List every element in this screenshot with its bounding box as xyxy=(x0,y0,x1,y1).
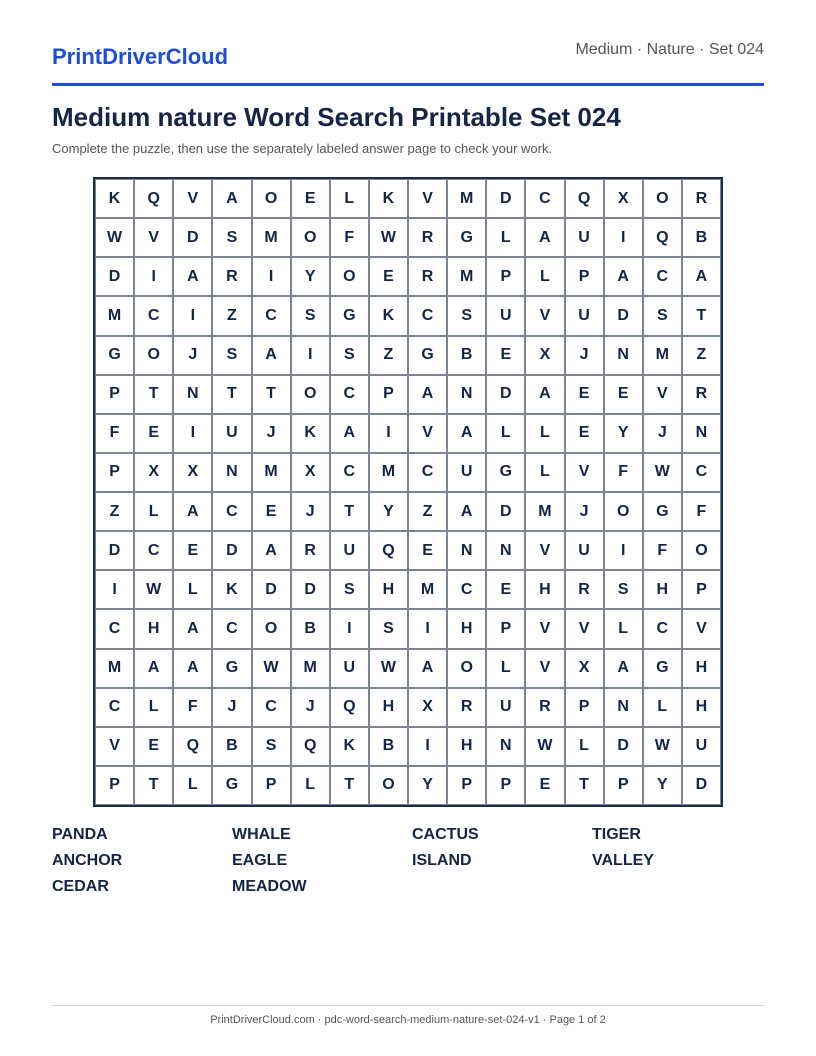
grid-cell: V xyxy=(682,609,721,648)
grid-cell: L xyxy=(330,179,369,218)
grid-cell: M xyxy=(252,218,291,257)
grid-cell: E xyxy=(291,179,330,218)
grid-cell: N xyxy=(682,414,721,453)
grid-cell: D xyxy=(486,492,525,531)
grid-cell: Z xyxy=(682,336,721,375)
grid-cell: F xyxy=(643,531,682,570)
grid-cell: S xyxy=(212,336,251,375)
grid-cell: O xyxy=(252,609,291,648)
grid-cell: J xyxy=(643,414,682,453)
grid-cell: I xyxy=(173,296,212,335)
grid-cell: A xyxy=(173,609,212,648)
grid-cell: V xyxy=(525,296,564,335)
grid-cell: C xyxy=(212,609,251,648)
word-list-item: TIGER xyxy=(592,826,641,843)
grid-cell: E xyxy=(173,531,212,570)
grid-cell: C xyxy=(525,179,564,218)
grid-cell: S xyxy=(604,570,643,609)
word-list-item: VALLEY xyxy=(592,852,654,869)
word-list-item: PANDA xyxy=(52,826,108,843)
grid-cell: G xyxy=(212,766,251,805)
grid-cell: V xyxy=(565,453,604,492)
grid-cell: F xyxy=(330,218,369,257)
grid-cell: D xyxy=(486,179,525,218)
grid-cell: J xyxy=(291,492,330,531)
grid-cell: A xyxy=(447,414,486,453)
grid-cell: L xyxy=(486,218,525,257)
grid-cell: E xyxy=(604,375,643,414)
grid-cell: E xyxy=(565,414,604,453)
grid-cell: G xyxy=(643,492,682,531)
grid-cell: G xyxy=(447,218,486,257)
grid-cell: X xyxy=(525,336,564,375)
grid-cell: I xyxy=(173,414,212,453)
grid-cell: C xyxy=(330,453,369,492)
grid-cell: E xyxy=(525,766,564,805)
grid-cell: P xyxy=(95,453,134,492)
grid-cell: T xyxy=(134,375,173,414)
grid-cell: I xyxy=(604,218,643,257)
grid-cell: R xyxy=(447,688,486,727)
grid-cell: A xyxy=(682,257,721,296)
word-list-item: ANCHOR xyxy=(52,852,123,869)
grid-cell: U xyxy=(682,727,721,766)
grid-cell: J xyxy=(291,688,330,727)
word-list-item: CEDAR xyxy=(52,878,109,895)
grid-cell: L xyxy=(604,609,643,648)
grid-cell: E xyxy=(486,336,525,375)
grid-cell: C xyxy=(95,688,134,727)
grid-cell: U xyxy=(330,531,369,570)
grid-cell: W xyxy=(369,649,408,688)
grid-cell: N xyxy=(447,375,486,414)
grid-cell: O xyxy=(134,336,173,375)
grid-cell: M xyxy=(408,570,447,609)
grid-cell: R xyxy=(408,218,447,257)
grid-cell: C xyxy=(682,453,721,492)
grid-cell: W xyxy=(95,218,134,257)
grid-cell: U xyxy=(447,453,486,492)
grid-cell: S xyxy=(212,218,251,257)
grid-cell: N xyxy=(447,531,486,570)
grid-cell: M xyxy=(447,257,486,296)
page-footer: PrintDriverCloud.com · pdc-word-search-medium-nature-set-024-v1 · Page 1 of 2 xyxy=(210,1014,606,1026)
grid-cell: I xyxy=(408,727,447,766)
grid-cell: W xyxy=(369,218,408,257)
grid-cell: G xyxy=(95,336,134,375)
grid-cell: C xyxy=(95,609,134,648)
grid-cell: N xyxy=(486,531,525,570)
grid-cell: I xyxy=(252,257,291,296)
grid-cell: D xyxy=(291,570,330,609)
grid-cell: A xyxy=(212,179,251,218)
word-search-grid xyxy=(93,177,723,807)
grid-cell: P xyxy=(447,766,486,805)
page-title: Medium nature Word Search Printable Set 024 xyxy=(52,102,621,132)
grid-cell: Q xyxy=(643,218,682,257)
grid-cell: A xyxy=(173,649,212,688)
grid-cell: R xyxy=(212,257,251,296)
grid-cell: L xyxy=(643,688,682,727)
grid-cell: V xyxy=(173,179,212,218)
grid-cell: J xyxy=(212,688,251,727)
grid-cell: O xyxy=(252,179,291,218)
grid-cell: O xyxy=(604,492,643,531)
grid-cell: M xyxy=(252,453,291,492)
grid-cell: T xyxy=(330,766,369,805)
grid-cell: T xyxy=(565,766,604,805)
grid-cell: C xyxy=(447,570,486,609)
grid-cell: P xyxy=(95,766,134,805)
grid-cell: N xyxy=(604,688,643,727)
grid-cell: T xyxy=(682,296,721,335)
grid-cell: I xyxy=(134,257,173,296)
grid-cell: S xyxy=(252,727,291,766)
page-header xyxy=(52,38,764,86)
grid-cell: L xyxy=(486,414,525,453)
grid-cell: C xyxy=(252,296,291,335)
word-list-item: EAGLE xyxy=(232,852,288,869)
grid-cell: B xyxy=(369,727,408,766)
grid-cell: M xyxy=(643,336,682,375)
grid-cell: P xyxy=(252,766,291,805)
grid-cell: O xyxy=(682,531,721,570)
grid-cell: J xyxy=(173,336,212,375)
grid-cell: L xyxy=(486,649,525,688)
word-list-item: CACTUS xyxy=(412,826,479,843)
grid-cell: R xyxy=(565,570,604,609)
grid-cell: D xyxy=(95,257,134,296)
grid-cell: T xyxy=(212,375,251,414)
grid-cell: G xyxy=(486,453,525,492)
grid-cell: C xyxy=(408,296,447,335)
grid-cell: V xyxy=(525,531,564,570)
grid-cell: J xyxy=(565,336,604,375)
grid-cell: H xyxy=(369,570,408,609)
grid-cell: K xyxy=(369,179,408,218)
grid-cell: M xyxy=(291,649,330,688)
grid-cell: L xyxy=(525,414,564,453)
grid-cell: N xyxy=(486,727,525,766)
grid-cell: I xyxy=(291,336,330,375)
grid-cell: L xyxy=(173,766,212,805)
grid-cell: Q xyxy=(565,179,604,218)
grid-cell: A xyxy=(408,375,447,414)
grid-cell: F xyxy=(173,688,212,727)
grid-cell: C xyxy=(252,688,291,727)
grid-cell: E xyxy=(486,570,525,609)
grid-cell: C xyxy=(408,453,447,492)
grid-cell: X xyxy=(408,688,447,727)
grid-cell: S xyxy=(330,570,369,609)
grid-cell: F xyxy=(95,414,134,453)
grid-cell: A xyxy=(525,218,564,257)
grid-cell: B xyxy=(447,336,486,375)
grid-cell: I xyxy=(330,609,369,648)
grid-cell: Y xyxy=(408,766,447,805)
grid-cell: H xyxy=(682,649,721,688)
grid-cell: X xyxy=(173,453,212,492)
grid-cell: A xyxy=(252,531,291,570)
grid-cell: W xyxy=(643,727,682,766)
grid-cell: T xyxy=(252,375,291,414)
grid-cell: P xyxy=(565,688,604,727)
grid-cell: L xyxy=(291,766,330,805)
grid-cell: C xyxy=(643,609,682,648)
grid-cell: A xyxy=(330,414,369,453)
grid-cell: T xyxy=(134,766,173,805)
grid-cell: E xyxy=(134,727,173,766)
grid-cell: F xyxy=(604,453,643,492)
grid-cell: J xyxy=(565,492,604,531)
grid-cell: C xyxy=(330,375,369,414)
grid-cell: U xyxy=(486,688,525,727)
grid-cell: X xyxy=(291,453,330,492)
grid-cell: W xyxy=(134,570,173,609)
grid-cell: N xyxy=(212,453,251,492)
grid-cell: H xyxy=(447,609,486,648)
grid-cell: V xyxy=(408,414,447,453)
grid-cell: C xyxy=(643,257,682,296)
grid-cell: H xyxy=(369,688,408,727)
grid-cell: D xyxy=(604,296,643,335)
grid-cell: A xyxy=(173,492,212,531)
grid-cell: Y xyxy=(604,414,643,453)
grid-cell: V xyxy=(565,609,604,648)
grid-cell: Q xyxy=(291,727,330,766)
grid-cell: D xyxy=(95,531,134,570)
grid-cell: E xyxy=(252,492,291,531)
grid-cell: P xyxy=(486,766,525,805)
grid-cell: I xyxy=(408,609,447,648)
grid-cell: U xyxy=(565,218,604,257)
grid-cell: B xyxy=(291,609,330,648)
grid-cell: M xyxy=(95,649,134,688)
grid-cell: A xyxy=(408,649,447,688)
header-divider xyxy=(52,83,764,86)
grid-cell: R xyxy=(682,179,721,218)
grid-cell: D xyxy=(486,375,525,414)
grid-cell: C xyxy=(212,492,251,531)
grid-cell: B xyxy=(682,218,721,257)
grid-cell: L xyxy=(525,453,564,492)
grid-cell: Z xyxy=(408,492,447,531)
grid-cell: N xyxy=(604,336,643,375)
grid-cell: P xyxy=(486,609,525,648)
grid-cell: H xyxy=(447,727,486,766)
grid-cell: L xyxy=(134,688,173,727)
grid-cell: D xyxy=(252,570,291,609)
grid-cell: M xyxy=(447,179,486,218)
grid-cell: W xyxy=(252,649,291,688)
grid-cell: X xyxy=(134,453,173,492)
grid-cell: V xyxy=(134,218,173,257)
grid-cell: R xyxy=(682,375,721,414)
grid-cell: V xyxy=(95,727,134,766)
grid-cell: E xyxy=(134,414,173,453)
grid-cell: D xyxy=(604,727,643,766)
grid-cell: C xyxy=(134,531,173,570)
grid-cell: U xyxy=(330,649,369,688)
grid-cell: S xyxy=(643,296,682,335)
brand-logo[interactable]: PrintDriverCloud xyxy=(52,44,229,69)
grid-cell: P xyxy=(682,570,721,609)
grid-cell: H xyxy=(134,609,173,648)
grid-cell: E xyxy=(408,531,447,570)
grid-cell: G xyxy=(330,296,369,335)
grid-cell: R xyxy=(291,531,330,570)
grid-cell: A xyxy=(525,375,564,414)
grid-cell: I xyxy=(604,531,643,570)
grid-cell: T xyxy=(330,492,369,531)
grid-cell: D xyxy=(173,218,212,257)
grid-cell: N xyxy=(173,375,212,414)
grid-cell: Q xyxy=(369,531,408,570)
grid-cell: O xyxy=(291,218,330,257)
grid-cell: I xyxy=(95,570,134,609)
grid-cell: V xyxy=(525,609,564,648)
grid-cell: G xyxy=(643,649,682,688)
grid-cell: M xyxy=(525,492,564,531)
grid-cell: U xyxy=(565,531,604,570)
grid-cell: U xyxy=(212,414,251,453)
grid-cell: A xyxy=(134,649,173,688)
grid-cell: O xyxy=(291,375,330,414)
grid-cell: V xyxy=(525,649,564,688)
grid-cell: G xyxy=(408,336,447,375)
grid-cell: O xyxy=(447,649,486,688)
grid-cell: L xyxy=(134,492,173,531)
grid-cell: P xyxy=(95,375,134,414)
grid-cell: U xyxy=(486,296,525,335)
grid-cell: G xyxy=(212,649,251,688)
grid-cell: O xyxy=(643,179,682,218)
grid-cell: V xyxy=(643,375,682,414)
grid-cell: L xyxy=(173,570,212,609)
grid-cell: K xyxy=(369,296,408,335)
grid-cell: P xyxy=(369,375,408,414)
word-list-item: MEADOW xyxy=(232,878,307,895)
grid-cell: S xyxy=(330,336,369,375)
grid-cell: P xyxy=(604,766,643,805)
grid-cell: O xyxy=(330,257,369,296)
grid-cell: I xyxy=(369,414,408,453)
grid-cell: E xyxy=(369,257,408,296)
grid-cell: M xyxy=(95,296,134,335)
grid-cell: Q xyxy=(173,727,212,766)
grid-cell: Z xyxy=(95,492,134,531)
grid-cell: V xyxy=(408,179,447,218)
grid-cell: Y xyxy=(369,492,408,531)
grid-cell: Q xyxy=(330,688,369,727)
grid-cell: E xyxy=(565,375,604,414)
grid-cell: P xyxy=(486,257,525,296)
grid-cell: A xyxy=(173,257,212,296)
grid-cell: B xyxy=(212,727,251,766)
word-list xyxy=(52,826,772,895)
grid-cell: F xyxy=(682,492,721,531)
grid-cell: Z xyxy=(212,296,251,335)
grid-cell: X xyxy=(565,649,604,688)
grid-cell: Z xyxy=(369,336,408,375)
grid-cell: K xyxy=(95,179,134,218)
word-list-item: ISLAND xyxy=(412,852,472,869)
grid-cell: H xyxy=(682,688,721,727)
grid-cell: A xyxy=(252,336,291,375)
grid-cell: M xyxy=(369,453,408,492)
grid-cell: L xyxy=(525,257,564,296)
grid-cell: U xyxy=(565,296,604,335)
grid-cell: K xyxy=(330,727,369,766)
grid-cell: H xyxy=(643,570,682,609)
grid-cell: Y xyxy=(643,766,682,805)
grid-cell: C xyxy=(134,296,173,335)
grid-cell: A xyxy=(604,649,643,688)
grid-cell: W xyxy=(643,453,682,492)
grid-cell: R xyxy=(525,688,564,727)
grid-cell: L xyxy=(565,727,604,766)
grid-cell: Q xyxy=(134,179,173,218)
grid-cell: O xyxy=(369,766,408,805)
grid-cell: X xyxy=(604,179,643,218)
grid-cell: K xyxy=(212,570,251,609)
grid-cell: J xyxy=(252,414,291,453)
grid-cell: R xyxy=(408,257,447,296)
grid-cell: Y xyxy=(291,257,330,296)
grid-cell: D xyxy=(682,766,721,805)
grid-cell: A xyxy=(447,492,486,531)
grid-cell: K xyxy=(291,414,330,453)
grid-cell: D xyxy=(212,531,251,570)
grid-cell: P xyxy=(565,257,604,296)
grid-cell: A xyxy=(604,257,643,296)
grid-cell: S xyxy=(447,296,486,335)
grid-cell: S xyxy=(369,609,408,648)
grid-cell: S xyxy=(291,296,330,335)
page-subtitle: Complete the puzzle, then use the separately labeled answer page to check your work. xyxy=(52,141,553,156)
word-list-item: WHALE xyxy=(232,826,291,843)
puzzle-meta: Medium · Nature · Set 024 xyxy=(575,41,764,58)
grid-cell: W xyxy=(525,727,564,766)
grid-cell: H xyxy=(525,570,564,609)
footer-divider xyxy=(52,1005,764,1006)
